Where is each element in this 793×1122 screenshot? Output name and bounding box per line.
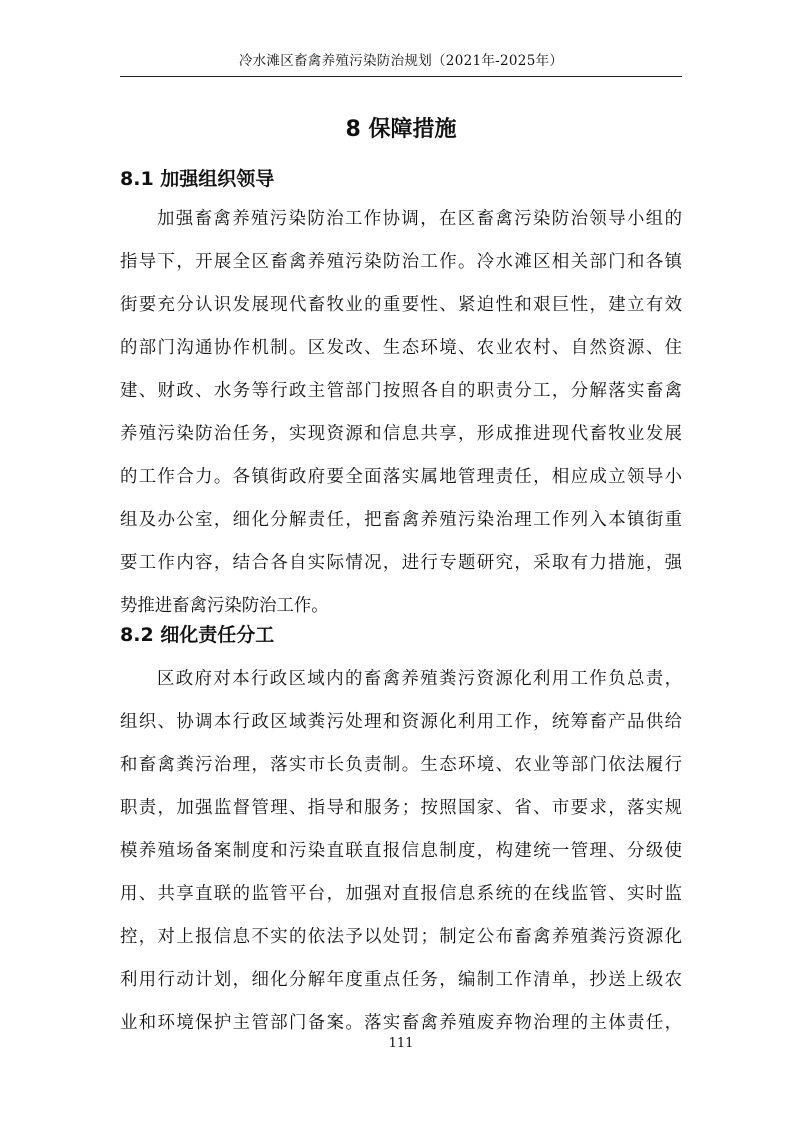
paragraph-line: 和畜禽粪污治理，落实市长负责制。生态环境、农业等部门依法履行	[120, 755, 682, 775]
paragraph-line: 街要充分认识发展现代畜牧业的重要性、紧迫性和艰巨性，建立有效	[120, 295, 682, 315]
paragraph-line: 模养殖场备案制度和污染直联直报信息制度，构建统一管理、分级使	[120, 841, 682, 861]
paragraph-line: 区政府对本行政区域内的畜禽养殖粪污资源化利用工作负总责，	[157, 669, 682, 689]
paragraph-line: 要工作内容，结合各自实际情况，进行专题研究，采取有力措施，强	[120, 553, 682, 573]
paragraph-line: 业和环境保护主管部门备案。落实畜禽养殖废弃物治理的主体责任，	[120, 1013, 682, 1033]
paragraph-line: 利用行动计划，细化分解年度重点任务，编制工作清单，抄送上级农	[120, 970, 682, 990]
header-divider	[120, 76, 682, 77]
chapter-title: 8 保障措施	[345, 117, 457, 142]
running-header: 冷水滩区畜禽养殖污染防治规划（2021年-2025年）	[238, 53, 564, 69]
paragraph-line: 组织、协调本行政区域粪污处理和资源化利用工作，统筹畜产品供给	[120, 712, 682, 732]
paragraph-line: 指导下，开展全区畜禽养殖污染防治工作。冷水滩区相关部门和各镇	[120, 252, 682, 272]
page-number: 111	[388, 1036, 414, 1051]
paragraph-line: 养殖污染防治任务，实现资源和信息共享，形成推进现代畜牧业发展	[120, 424, 682, 444]
paragraph-line: 用、共享直联的监管平台，加强对直报信息系统的在线监管、实时监	[120, 884, 682, 904]
section-title-8-1: 8.1 加强组织领导	[120, 168, 275, 190]
paragraph-line: 的部门沟通协作机制。区发改、生态环境、农业农村、自然资源、住	[120, 338, 682, 358]
paragraph-line: 控，对上报信息不实的依法予以处罚；制定公布畜禽养殖粪污资源化	[120, 927, 682, 947]
paragraph-line: 的工作合力。各镇街政府要全面落实属地管理责任，相应成立领导小	[120, 467, 682, 487]
paragraph-line: 加强畜禽养殖污染防治工作协调，在区畜禽污染防治领导小组的	[157, 209, 682, 229]
paragraph-line: 建、财政、水务等行政主管部门按照各自的职责分工，分解落实畜禽	[120, 381, 682, 401]
section-title-8-2: 8.2 细化责任分工	[120, 624, 275, 646]
paragraph-line: 势推进畜禽污染防治工作。	[120, 596, 329, 616]
paragraph-line: 组及办公室，细化分解责任，把畜禽养殖污染治理工作列入本镇街重	[120, 510, 682, 530]
paragraph-line: 职责，加强监督管理、指导和服务；按照国家、省、市要求，落实规	[120, 798, 682, 818]
